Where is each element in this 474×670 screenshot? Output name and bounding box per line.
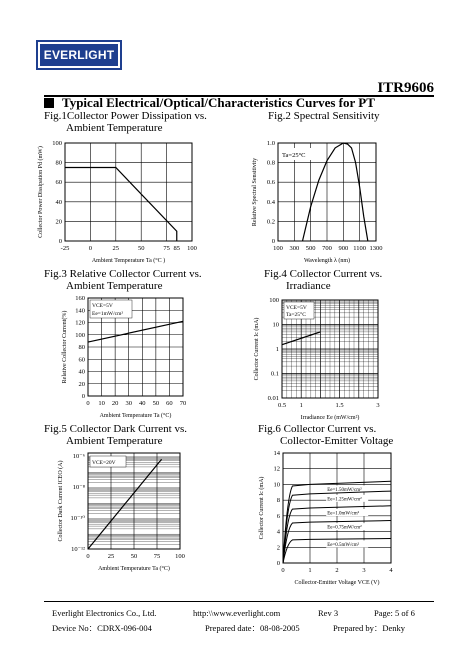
chart3-annotation: VCE=5V xyxy=(92,303,113,309)
chart6-xtick: 0 xyxy=(281,567,285,574)
chart4-xlabel: Irradiance Ee (mW/cm²) xyxy=(300,415,360,421)
chart3-xtick: 10 xyxy=(98,400,105,407)
chart4-ytick: 0.01 xyxy=(267,395,279,402)
chart5-xtick: 50 xyxy=(130,553,138,560)
model-number: ITR9606 xyxy=(377,80,434,96)
chart2-xtick: 300 xyxy=(289,245,300,252)
chart1-ytick: 20 xyxy=(55,218,62,226)
fig2-caption: Fig.2 Spectral Sensitivity xyxy=(268,110,380,122)
chart2-xtick: 1300 xyxy=(369,245,383,252)
chart5-ylabel: Collector Dark Current ICEO (A) xyxy=(58,460,64,542)
chart3-annotation: Ee=1mW/cm² xyxy=(92,311,124,317)
chart6-xtick: 2 xyxy=(335,567,339,574)
chart2-xtick: 700 xyxy=(322,245,332,252)
chart6-xtick: 1 xyxy=(308,567,312,574)
chart1-xtick: 0 xyxy=(88,245,93,252)
chart4-ytick: 10 xyxy=(272,321,279,329)
footer-prepared-by: Prepared by：Denky xyxy=(333,623,405,633)
chart4-ytick: 100 xyxy=(269,297,279,304)
chart4-annotation: Ta=25°C xyxy=(286,312,306,318)
chart4-xtick: 1.5 xyxy=(335,402,344,409)
chart1-xtick: 50 xyxy=(137,245,145,252)
chart2-ytick: 1.0 xyxy=(266,140,275,147)
chart3-xtick: 20 xyxy=(111,400,119,407)
chart1-xtick: 85 xyxy=(173,245,181,252)
chart6-xlabel: Collector-Emitter Voltage VCE (V) xyxy=(294,580,380,586)
chart4-xtick: 1 xyxy=(299,402,303,409)
chart6-xtick: 4 xyxy=(389,567,393,574)
chart1-xtick: 100 xyxy=(187,245,197,252)
chart2-ytick: 0.4 xyxy=(266,198,275,206)
chart4-annotation: VCE=5V xyxy=(286,305,307,311)
footer-rule xyxy=(44,601,434,602)
chart6-xtick: 3 xyxy=(362,567,366,574)
chart2-xtick: 100 xyxy=(273,245,283,252)
chart6-ytick: 0 xyxy=(276,560,280,567)
chart2-ytick: 0.8 xyxy=(266,159,275,167)
chart2-annotation: Ta=25°C xyxy=(282,152,306,159)
chart6-ytick: 12 xyxy=(273,465,280,473)
chart1-ytick: 40 xyxy=(55,198,62,206)
chart6-ytick: 14 xyxy=(273,450,280,457)
section-title: Typical Electrical/Optical/Characteristics Curves for PT xyxy=(62,95,375,110)
chart1-frame xyxy=(65,143,192,241)
chart2-xtick: 900 xyxy=(338,245,349,252)
chart6-ylabel: Collector Current Ic (mA) xyxy=(259,476,265,540)
chart5-xtick: 0 xyxy=(86,553,90,560)
chart3-ytick: 80 xyxy=(78,344,85,351)
chart4-xtick: 3 xyxy=(376,402,380,409)
chart3-xtick: 50 xyxy=(152,400,160,407)
chart2-ytick: 0.6 xyxy=(266,179,275,187)
chart5-ytick: 10⁻⁶ xyxy=(72,453,85,461)
chart3-xtick: 60 xyxy=(166,400,173,407)
chart3-xlabel: Ambient Temperature Ta (°C) xyxy=(99,413,172,419)
fig6-caption: Fig.6 Collector Current vs. Collector-Emitter Voltage xyxy=(258,423,394,447)
chart1-ytick: 100 xyxy=(52,140,62,147)
footer-company: Everlight Electronics Co., Ltd. xyxy=(52,608,157,618)
footer-url[interactable]: http:\\www.everlight.com xyxy=(193,608,281,618)
chart5-ytick: 10⁻⁸ xyxy=(72,484,85,492)
fig5-caption: Fig.5 Collector Dark Current vs. Ambient Temperature xyxy=(44,423,187,447)
footer-prepared-date: Prepared date：08-08-2005 xyxy=(205,623,300,633)
footer-rev: Rev 3 xyxy=(318,608,339,618)
chart1-xtick: -25 xyxy=(60,245,70,252)
chart4-ylabel: Collector Current Ic (mA) xyxy=(254,317,260,381)
chart2-ylabel: Relative Spectral Sensitivity xyxy=(252,157,258,227)
chart6-series-label: Ee=1.0mW/cm² xyxy=(327,511,360,517)
fig4-caption: Fig.4 Collector Current vs. Irradiance xyxy=(264,268,383,292)
footer-device-no: Device No：CDRX-096-004 xyxy=(52,623,152,633)
chart6-ytick: 2 xyxy=(276,544,280,552)
chart3-xtick: 40 xyxy=(139,400,146,407)
chart6-series-label: Ee=1.25mW/cm² xyxy=(327,497,362,503)
chart6-ytick: 6 xyxy=(276,512,280,520)
chart6-ytick: 8 xyxy=(276,497,280,505)
chart3-ytick: 140 xyxy=(75,307,85,315)
chart2-ytick: 0.2 xyxy=(266,218,275,226)
chart1-xtick: 25 xyxy=(112,245,120,252)
chart3-ytick: 120 xyxy=(75,319,85,327)
chart3-ytick: 60 xyxy=(78,356,85,364)
chart1-ytick: 80 xyxy=(55,159,62,167)
chart5-ytick: 10⁻¹² xyxy=(71,546,85,553)
chart4-xtick: 0.5 xyxy=(277,402,287,409)
chart5-xtick: 25 xyxy=(107,553,115,560)
chart3-ytick: 160 xyxy=(75,295,85,302)
chart3-ytick: 0 xyxy=(81,393,85,400)
chart1-xtick: 75 xyxy=(163,245,170,252)
chart6-series-label: Ee=1.50mW/cm² xyxy=(327,487,362,493)
chart1-ylabel: Collector Power Dissipation Pd (mW) xyxy=(38,146,44,238)
chart3-ytick: 20 xyxy=(78,380,85,388)
fig1-caption: Fig.1Collector Power Dissipation vs. Ambient Temperature xyxy=(44,110,207,134)
chart3-xtick: 0 xyxy=(86,400,90,407)
chart5-xtick: 100 xyxy=(175,553,185,560)
fig3-caption: Fig.3 Relative Collector Current vs. Ambient Temperature xyxy=(44,268,202,292)
chart4-ytick: 0.1 xyxy=(270,370,279,378)
chart6-series-label: Ee=0.5mW/cm² xyxy=(327,542,360,548)
footer-page: Page: 5 of 6 xyxy=(374,608,415,618)
chart5-xlabel: Ambient Temperature Ta (°C) xyxy=(98,566,170,572)
chart1-ytick: 0 xyxy=(58,238,62,245)
chart5-ytick: 10⁻¹⁰ xyxy=(70,515,85,523)
chart2-xtick: 1100 xyxy=(353,245,367,252)
chart3-ylabel: Relative Collector Current(%) xyxy=(62,310,68,384)
chart1-ytick: 60 xyxy=(55,179,62,187)
chart5-annotation: VCE=20V xyxy=(92,460,116,466)
chart6-ytick: 4 xyxy=(276,528,280,536)
everlight-logo: EVERLIGHT xyxy=(38,42,120,68)
chart3-ytick: 100 xyxy=(75,331,85,339)
chart6-series-label: Ee=0.75mW/cm² xyxy=(327,525,362,531)
chart4-ytick: 1 xyxy=(275,346,279,353)
chart3-xtick: 30 xyxy=(125,400,132,407)
chart5-xtick: 75 xyxy=(153,553,161,560)
chart3-xtick: 70 xyxy=(179,400,187,407)
chart2-ytick: 0 xyxy=(271,238,275,245)
chart2-xlabel: Wavelength λ (nm) xyxy=(303,258,351,264)
chart3-ytick: 40 xyxy=(78,368,85,376)
chart2-xtick: 500 xyxy=(305,245,316,252)
chart6-ytick: 10 xyxy=(273,481,280,489)
chart1-xlabel: Ambient Temperature Ta (°C ) xyxy=(91,258,166,264)
